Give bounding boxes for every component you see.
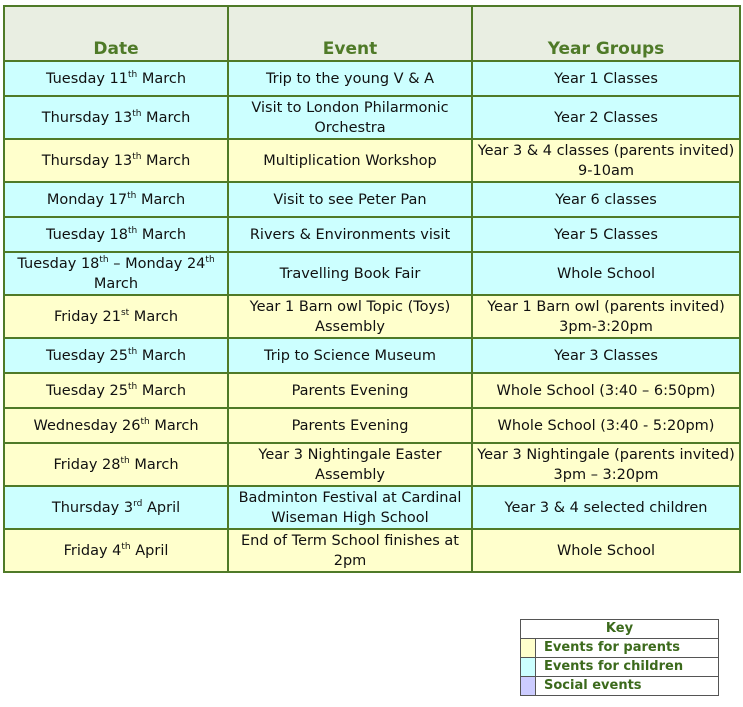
event-cell: Trip to the young V & A (228, 61, 472, 96)
event-cell: Trip to Science Museum (228, 338, 472, 373)
date-text: Thursday 3 (51, 499, 134, 516)
date-ordinal-suffix: th (121, 541, 131, 552)
event-header: Event (228, 6, 472, 61)
date-cell (4, 217, 228, 252)
key-swatch-parents (521, 639, 536, 658)
year-groups-cell: Whole School (472, 529, 740, 572)
event-cell: Badminton Festival at Cardinal Wiseman High School (228, 486, 472, 529)
date-text: March (93, 275, 139, 292)
date-text: March (149, 417, 199, 434)
year-groups-header: Year Groups (472, 6, 740, 61)
table-row (4, 338, 740, 373)
date-cell (4, 373, 228, 408)
date-ordinal-suffix: th (132, 108, 142, 119)
date-ordinal-suffix: th (99, 254, 109, 265)
event-rows (4, 61, 740, 572)
date-cell (4, 295, 228, 338)
table-row (4, 373, 740, 408)
date-text: Tuesday 11 (45, 70, 128, 87)
date-text: April (130, 542, 169, 559)
date-text: Tuesday 25 (45, 347, 128, 364)
year-groups-cell: Year 3 Classes (472, 338, 740, 373)
date-cell (4, 61, 228, 96)
date-text: March (137, 70, 187, 87)
date-text: Tuesday 18 (45, 226, 128, 243)
key-title: Key (521, 620, 719, 639)
table-row (4, 295, 740, 338)
date-text: April (142, 499, 181, 516)
table-row (4, 408, 740, 443)
event-cell: End of Term School finishes at 2pm (228, 529, 472, 572)
date-cell (4, 252, 228, 295)
key-label-children: Events for children (536, 658, 719, 677)
date-cell (4, 96, 228, 139)
year-groups-cell: Year 5 Classes (472, 217, 740, 252)
date-text: Wednesday 26 (33, 417, 141, 434)
year-groups-cell: Year 2 Classes (472, 96, 740, 139)
date-ordinal-suffix: th (205, 254, 215, 265)
event-cell: Year 1 Barn owl Topic (Toys) Assembly (228, 295, 472, 338)
event-cell: Visit to see Peter Pan (228, 182, 472, 217)
event-cell: Parents Evening (228, 408, 472, 443)
year-groups-cell: Whole School (3:40 - 5:20pm) (472, 408, 740, 443)
events-table (3, 5, 741, 573)
date-ordinal-suffix: st (120, 307, 130, 318)
table-row (4, 486, 740, 529)
year-groups-cell: Year 3 & 4 selected children (472, 486, 740, 529)
table-row (4, 61, 740, 96)
date-ordinal-suffix: th (140, 416, 150, 427)
date-text: – Monday 24 (108, 255, 206, 272)
date-text: March (137, 347, 187, 364)
key-item-social (521, 677, 719, 696)
date-text: Thursday 13 (41, 109, 133, 126)
date-text: Monday 17 (46, 191, 128, 208)
date-ordinal-suffix: th (120, 455, 130, 466)
date-cell (4, 182, 228, 217)
date-cell (4, 529, 228, 572)
date-text: Tuesday 18 (17, 255, 100, 272)
year-groups-cell: Year 6 classes (472, 182, 740, 217)
date-text: March (141, 152, 191, 169)
key-item-parents (521, 639, 719, 658)
table-row (4, 529, 740, 572)
date-cell (4, 408, 228, 443)
key-label-social: Social events (536, 677, 719, 696)
event-cell: Year 3 Nightingale Easter Assembly (228, 443, 472, 486)
date-ordinal-suffix: th (128, 346, 138, 357)
date-text: Friday 21 (53, 308, 121, 325)
year-groups-cell: Whole School (472, 252, 740, 295)
date-ordinal-suffix: th (128, 225, 138, 236)
year-groups-cell: Year 1 Barn owl (parents invited) 3pm-3:20pm (472, 295, 740, 338)
key-item-children (521, 658, 719, 677)
date-ordinal-suffix: th (127, 190, 137, 201)
date-text: Tuesday 25 (45, 382, 128, 399)
date-text: Thursday 13 (41, 152, 133, 169)
key-swatch-social (521, 677, 536, 696)
date-text: Friday 4 (63, 542, 122, 559)
date-text: March (129, 308, 179, 325)
key-swatch-children (521, 658, 536, 677)
date-cell (4, 443, 228, 486)
table-row (4, 182, 740, 217)
date-ordinal-suffix: th (132, 151, 142, 162)
date-text: Friday 28 (53, 456, 121, 473)
date-text: March (136, 191, 186, 208)
event-cell: Multiplication Workshop (228, 139, 472, 182)
date-cell (4, 139, 228, 182)
date-text: March (141, 109, 191, 126)
year-groups-cell: Year 3 & 4 classes (parents invited) 9-10am (472, 139, 740, 182)
year-groups-cell: Whole School (3:40 – 6:50pm) (472, 373, 740, 408)
date-ordinal-suffix: rd (133, 498, 143, 509)
date-cell (4, 486, 228, 529)
date-text: March (137, 382, 187, 399)
event-cell: Visit to London Philarmonic Orchestra (228, 96, 472, 139)
date-ordinal-suffix: th (128, 381, 138, 392)
date-text: March (137, 226, 187, 243)
date-header: Date (4, 6, 228, 61)
table-row (4, 443, 740, 486)
date-ordinal-suffix: th (128, 69, 138, 80)
event-cell: Rivers & Environments visit (228, 217, 472, 252)
event-cell: Travelling Book Fair (228, 252, 472, 295)
table-row (4, 217, 740, 252)
year-groups-cell: Year 1 Classes (472, 61, 740, 96)
table-row (4, 252, 740, 295)
key-legend (520, 619, 719, 696)
year-groups-cell: Year 3 Nightingale (parents invited) 3pm – 3:20pm (472, 443, 740, 486)
key-label-parents: Events for parents (536, 639, 719, 658)
table-row (4, 96, 740, 139)
table-row (4, 139, 740, 182)
date-text: March (129, 456, 179, 473)
header-row (4, 6, 740, 61)
event-cell: Parents Evening (228, 373, 472, 408)
date-cell (4, 338, 228, 373)
